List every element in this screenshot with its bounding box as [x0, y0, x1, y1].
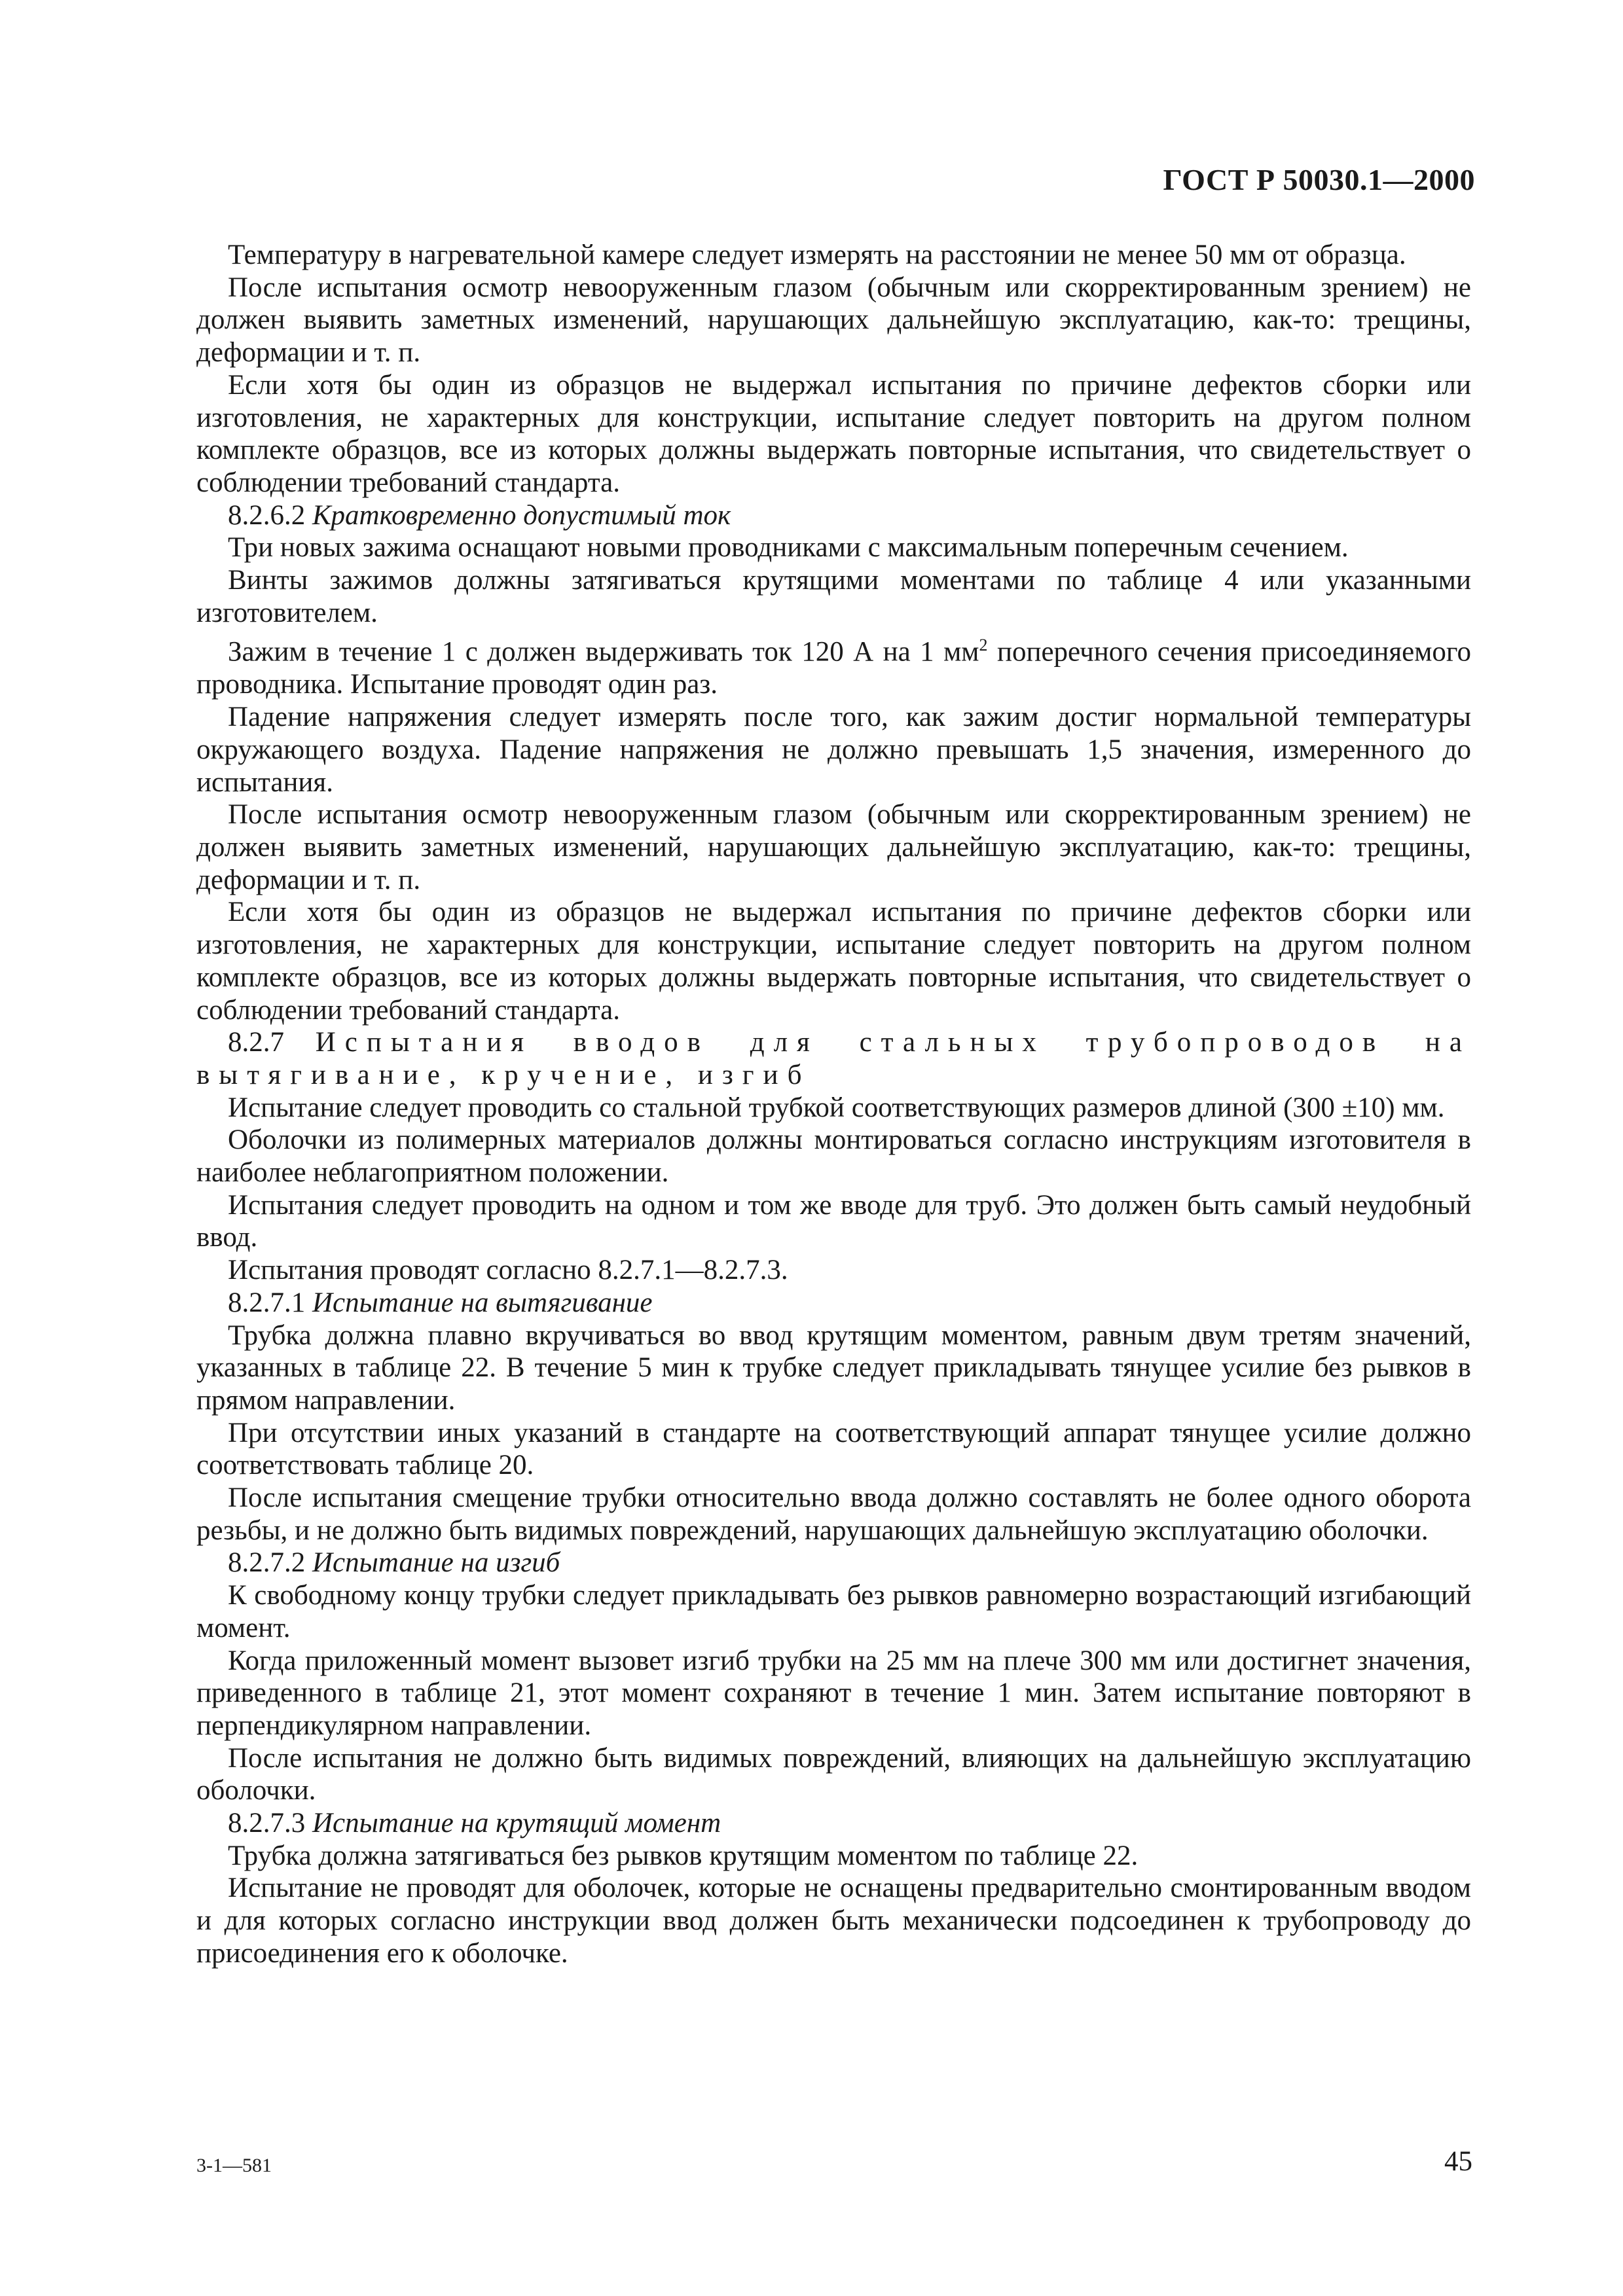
paragraph: Трубка должна плавно вкручиваться во ввод крутящим моментом, равным двум третям значений, указанных в таблице 22. В течение 5 мин к трубке следует прикладывать тянущее усилие без рывков в прямом направлении.: [196, 1319, 1471, 1416]
section-title: Испытание на изгиб: [312, 1547, 560, 1579]
paragraph: Испытание не проводят для оболочек, которые не оснащены предварительно смонтированным вводом и для которых согласно инструкции ввод должен быть механически подсоединен к трубопроводу до присоединения его к оболочке.: [196, 1873, 1471, 1969]
section-number: 8.2.7: [228, 1027, 284, 1058]
print-code: 3-1—581: [196, 2155, 272, 2176]
section-number: 8.2.7.1: [228, 1287, 306, 1318]
paragraph: Три новых зажима оснащают новыми проводниками с максимальным поперечным сечением.: [228, 532, 1349, 564]
section-heading-8-2-7: [196, 1026, 1471, 1091]
paragraph: Винты зажимов должны затягиваться крутящими моментами по таблице 4 или указанными изготовителем.: [196, 565, 1471, 628]
paragraph: Испытания проводят согласно 8.2.7.1—8.2.7.3.: [228, 1255, 788, 1286]
superscript: 2: [979, 636, 988, 655]
paragraph: Оболочки из полимерных материалов должны монтироваться согласно инструкциям изготовителя в наиболее неблагоприятном положении.: [196, 1124, 1471, 1189]
section-title: Испытание на вытягивание: [312, 1287, 653, 1318]
section-heading-8-2-6-2: [196, 499, 1471, 532]
section-title: Кратковременно допустимый ток: [312, 499, 731, 531]
section-number: 8.2.7.2: [228, 1547, 306, 1579]
section-title: Испытание на крутящий момент: [312, 1808, 721, 1839]
text-fragment: поперечного сечения присоединяемого проводника. Испытание проводят один раз.: [196, 636, 1471, 700]
paragraph: Испытание следует проводить со стальной трубкой соответствующих размеров длиной (300 ±10) мм.: [228, 1092, 1445, 1123]
paragraph: После испытания не должно быть видимых повреждений, влияющих на дальнейшую эксплуатацию оболочки.: [196, 1742, 1471, 1806]
paragraph: После испытания осмотр невооруженным глазом (обычным или скорректированным зрением) не должен выявить заметных изменений, нарушающих дальнейшую эксплуатацию, как-то: трещины, деформации и т. п.: [196, 272, 1471, 368]
paragraph: При отсутствии иных указаний в стандарте на соответствующий аппарат тянущее усилие должно соответствовать таблице 20.: [196, 1417, 1471, 1481]
section-heading-8-2-7-3: [196, 1807, 1471, 1840]
document-body: [196, 239, 1471, 1970]
section-heading-8-2-7-2: [196, 1547, 1471, 1579]
section-title: Испытания вводов для стальных трубопроводов на вытягивание, кручение, изгиб: [196, 1027, 1472, 1090]
paragraph: Если хотя бы один из образцов не выдержал испытания по причине дефектов сборки или изготовления, не характерных для конструкции, испытание следует повторить на другом полном комплекте образцов, все из которых должны выдержать повторные испытания, что свидетельствует о соблюдении требований стандарта.: [196, 897, 1471, 1026]
paragraph: [196, 629, 1471, 701]
paragraph: После испытания смещение трубки относительно ввода должно составлять не более одного оборота резьбы, и не должно быть видимых повреждений, нарушающих дальнейшую эксплуатацию оболочки.: [196, 1482, 1471, 1546]
paragraph: После испытания осмотр невооруженным глазом (обычным или скорректированным зрением) не должен выявить заметных изменений, нарушающих дальнейшую эксплуатацию, как-то: трещины, деформации и т. п.: [196, 799, 1471, 895]
document-standard-number: ГОСТ Р 50030.1—2000: [1163, 163, 1475, 196]
paragraph: Испытания следует проводить на одном и том же вводе для труб. Это должен быть самый неудобный ввод.: [196, 1189, 1471, 1253]
paragraph: Если хотя бы один из образцов не выдержал испытания по причине дефектов сборки или изготовления, не характерных для конструкции, испытание следует повторить на другом полном комплекте образцов, все из которых должны выдержать повторные испытания, что свидетельствует о соблюдении требований стандарта.: [196, 369, 1471, 498]
section-number: 8.2.6.2: [228, 499, 306, 531]
paragraph: Падение напряжения следует измерять после того, как зажим достиг нормальной температуры окружающего воздуха. Падение напряжения не должно превышать 1,5 значения, измеренного до испытания.: [196, 702, 1471, 798]
paragraph: Когда приложенный момент вызовет изгиб трубки на 25 мм на плече 300 мм или достигнет значения, приведенного в таблице 21, этот момент сохраняют в течение 1 мин. Затем испытание повторяют в перпендикулярном направлении.: [196, 1645, 1471, 1741]
section-heading-8-2-7-1: [196, 1287, 1471, 1319]
page-number: 45: [1444, 2146, 1472, 2177]
paragraph: Трубка должна затягиваться без рывков крутящим моментом по таблице 22.: [228, 1840, 1139, 1871]
section-number: 8.2.7.3: [228, 1808, 306, 1839]
text-fragment: Зажим в течение 1 с должен выдерживать ток 120 А на 1 мм: [228, 636, 979, 668]
paragraph: Температуру в нагревательной камере следует измерять на расстоянии не менее 50 мм от образца.: [228, 240, 1406, 270]
paragraph: К свободному концу трубки следует прикладывать без рывков равномерно возрастающий изгибающий момент.: [196, 1580, 1471, 1643]
